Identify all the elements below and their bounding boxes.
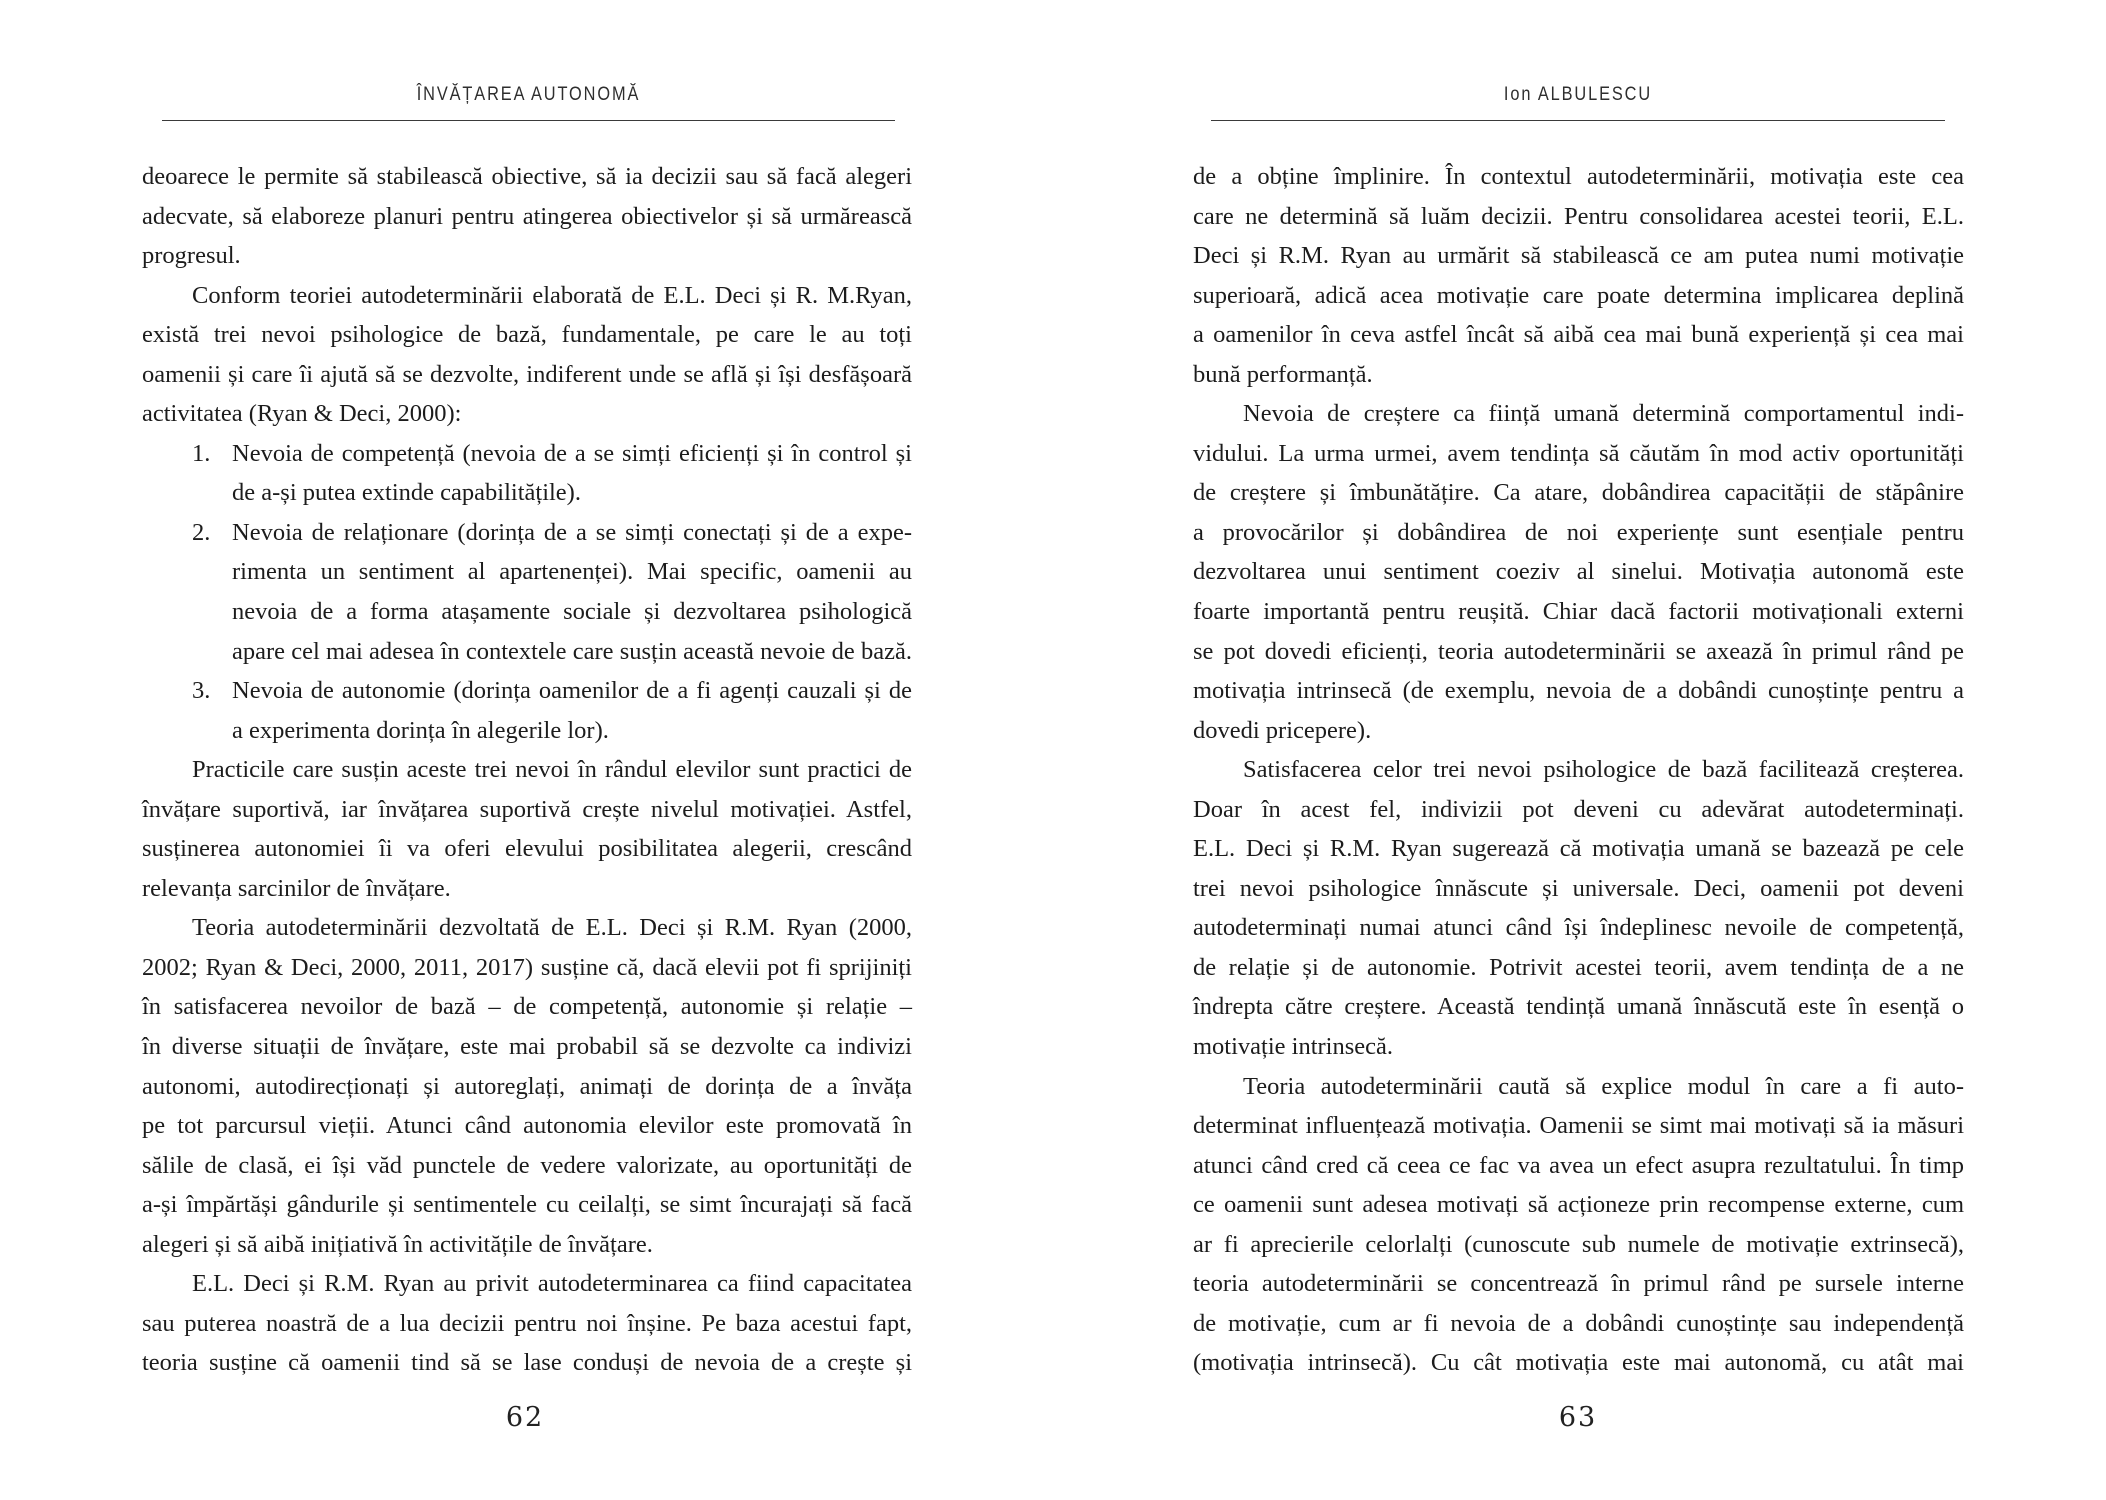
line-text: deoarece le permite să stabilească obiective, să ia decizii sau să facă alegeri: [142, 163, 912, 190]
line-text: (motivația intrinsecă). Cu cât motivația este mai autonomă, cu atât mai: [1193, 1349, 1964, 1377]
text-line: [142, 1027, 912, 1067]
line-text: E.L. Deci și R.M. Ryan au privit autodeterminarea ca fiind capacitatea: [192, 1270, 912, 1298]
line-text: Nevoia de competență (nevoia de a se simți eficienți și în control și: [232, 439, 912, 467]
line-text: teoria susține că oamenii tind să se lase conduși de nevoia de a crește și: [142, 1349, 912, 1377]
list-number: 1.: [192, 439, 211, 467]
line-text: Teoria autodeterminării caută să explice modul în care a fi auto-: [1243, 1072, 1964, 1100]
line-text: Practicile care susțin aceste trei nevoi în rândul elevilor sunt practici de: [192, 756, 912, 784]
text-line: [142, 1106, 912, 1146]
list-item-line: [142, 434, 912, 474]
text-line: [1193, 1185, 1964, 1225]
line-text: adecvate, să elaboreze planuri pentru atingerea obiectivelor și să urmărească: [142, 202, 912, 230]
text-line: [1193, 1304, 1964, 1344]
line-text: Deci și R.M. Ryan au urmărit să stabilească ce am putea numi motivație: [1193, 242, 1964, 270]
text-line: [142, 908, 912, 948]
line-text: învățare suportivă, iar învățarea suportivă crește nivelul motivației. Astfel,: [142, 795, 912, 823]
text-line: [1193, 790, 1964, 830]
text-line: [142, 394, 912, 434]
text-line: [142, 829, 912, 869]
text-line: [142, 790, 912, 830]
text-line: [1193, 513, 1964, 553]
text-line: [1193, 1067, 1964, 1107]
text-line: [1193, 276, 1964, 316]
list-item-line: [142, 592, 912, 632]
line-text: a experimenta dorința în alegerile lor).: [232, 716, 609, 744]
text-line: [142, 750, 912, 790]
line-text: relevanța sarcinilor de învățare.: [142, 874, 451, 902]
body-text: [1193, 157, 1964, 1383]
line-text: de a obține împlinire. În contextul autodeterminării, motivația este cea: [1193, 163, 1964, 190]
list-item-line: [142, 671, 912, 711]
header-rule: [162, 120, 895, 121]
line-text: se pot dovedi eficienți, teoria autodeterminării se axează în primul rând pe: [1193, 637, 1964, 665]
text-line: [1193, 157, 1964, 197]
text-line: [1193, 394, 1964, 434]
line-text: Doar în acest fel, indivizii pot deveni cu adevărat autodeterminați.: [1193, 795, 1964, 823]
list-item-line: [142, 632, 912, 672]
line-text: motivația intrinsecă (de exemplu, nevoia de a dobândi cunoștințe pentru a: [1193, 677, 1964, 705]
line-text: pe tot parcursul vieții. Atunci când autonomia elevilor este promovată în: [142, 1112, 912, 1140]
text-line: [142, 1225, 912, 1265]
line-text: ar fi aprecierile celorlalți (cunoscute sub numele de motivație extrinsecă),: [1193, 1230, 1964, 1258]
line-text: există trei nevoi psihologice de bază, fundamentale, pe care le au toți: [142, 321, 912, 349]
text-line: [1193, 671, 1964, 711]
line-text: superioară, adică acea motivație care poate determina implicarea deplină: [1193, 281, 1964, 309]
line-text: atunci când cred că ceea ce fac va avea un efect asupra rezultatului. În timp: [1193, 1151, 1964, 1179]
list-number: 2.: [192, 518, 211, 546]
text-line: [142, 157, 912, 197]
text-line: [142, 197, 912, 237]
line-text: determinat influențează motivația. Oamenii se simt mai motivați să ia măsuri: [1193, 1112, 1964, 1140]
text-line: [1193, 197, 1964, 237]
text-line: [1193, 632, 1964, 672]
line-text: Nevoia de creștere ca ființă umană determină comportamentul indi-: [1243, 400, 1964, 428]
right-page: [1053, 0, 2106, 1500]
line-text: sălile de clasă, ei își văd punctele de vedere valorizate, au oportunități de: [142, 1151, 912, 1179]
line-text: motivație intrinsecă.: [1193, 1033, 1394, 1061]
text-line: [142, 1185, 912, 1225]
line-text: activitatea (Ryan & Deci, 2000):: [142, 400, 462, 428]
text-line: [1193, 1106, 1964, 1146]
running-head-author: Ion ALBULESCU: [1503, 84, 1653, 105]
text-line: [1193, 473, 1964, 513]
line-text: apare cel mai adesea în contextele care susțin această nevoie de bază.: [232, 637, 912, 665]
list-item-line: [142, 473, 912, 513]
text-line: [142, 948, 912, 988]
line-text: autonomi, autodirecționați și autoreglați, animați de dorința de a învăța: [142, 1072, 912, 1100]
line-text: dezvoltarea unui sentiment coeziv al sinelui. Motivația autonomă este: [1193, 558, 1964, 586]
text-line: [142, 1146, 912, 1186]
line-text: în diverse situații de învățare, este mai probabil să se dezvolte ca indivizi: [142, 1033, 912, 1061]
line-text: nevoia de a forma atașamente sociale și dezvoltarea psihologică: [232, 598, 912, 626]
line-text: foarte importantă pentru reușită. Chiar dacă factorii motivaționali externi: [1193, 598, 1964, 626]
text-line: [1193, 1343, 1964, 1383]
text-line: [1193, 908, 1964, 948]
text-line: [142, 1343, 912, 1383]
text-line: [1193, 434, 1964, 474]
text-line: [142, 987, 912, 1027]
running-head-book-title: ÎNVĂȚAREA AUTONOMĂ: [416, 84, 641, 105]
text-line: [1193, 829, 1964, 869]
header-rule: [1211, 120, 1945, 121]
text-line: [1193, 869, 1964, 909]
line-text: trei nevoi psihologice înnăscute și universale. Deci, oamenii pot deveni: [1193, 874, 1964, 902]
line-text: ce oamenii sunt adesea motivați să acționeze prin recompense externe, cum: [1193, 1191, 1964, 1219]
text-line: [1193, 1146, 1964, 1186]
text-line: [142, 276, 912, 316]
line-text: E.L. Deci și R.M. Ryan sugerează că motivația umană se bazează pe cele: [1193, 835, 1964, 863]
text-line: [1193, 948, 1964, 988]
text-line: [1193, 315, 1964, 355]
text-line: [142, 236, 912, 276]
text-line: [1193, 236, 1964, 276]
text-line: [1193, 552, 1964, 592]
body-text: [142, 157, 912, 1383]
text-line: [142, 1304, 912, 1344]
text-line: [1193, 750, 1964, 790]
text-line: [1193, 355, 1964, 395]
line-text: teoria autodeterminării se concentrează în primul rând pe sursele interne: [1193, 1270, 1964, 1298]
line-text: de creștere și îmbunătățire. Ca atare, dobândirea capacității de stăpânire: [1193, 479, 1964, 507]
line-text: Satisfacerea celor trei nevoi psihologice de bază facilitează creșterea.: [1243, 756, 1964, 784]
line-text: vidului. La urma urmei, avem tendința să căutăm în mod activ oportunități: [1193, 439, 1964, 467]
line-text: sau puterea noastră de a lua decizii pentru noi înșine. Pe baza acestui fapt,: [142, 1309, 912, 1337]
text-line: [1193, 1027, 1964, 1067]
line-text: dovedi pricepere).: [1193, 716, 1372, 744]
line-text: bună performanță.: [1193, 360, 1373, 388]
line-text: care ne determină să luăm decizii. Pentru consolidarea acestei teorii, E.L.: [1193, 202, 1964, 230]
line-text: a oamenilor în ceva astfel încât să aibă cea mai bună experiență și cea mai: [1193, 321, 1964, 349]
text-line: [1193, 1264, 1964, 1304]
line-text: a provocărilor și dobândirea de noi experiențe sunt esențiale pentru: [1193, 518, 1964, 546]
text-line: [142, 1264, 912, 1304]
text-line: [142, 355, 912, 395]
line-text: 2002; Ryan & Deci, 2000, 2011, 2017) susține că, dacă elevii pot fi sprijiniți: [142, 953, 912, 981]
line-text: îndrepta către creștere. Această tendință umană înnăscută este în esență o: [1193, 993, 1964, 1021]
text-line: [142, 1067, 912, 1107]
text-line: [142, 315, 912, 355]
text-line: [1193, 1225, 1964, 1265]
line-text: a-și împărtăși gândurile și sentimentele cu ceilalți, se simt încurajați să facă: [142, 1191, 912, 1219]
line-text: susținerea autonomiei îi va oferi elevului posibilitatea alegerii, crescând: [142, 835, 912, 863]
line-text: progresul.: [142, 242, 241, 270]
line-text: Nevoia de relaționare (dorința de a se simți conectați și de a expe-: [232, 518, 912, 546]
line-text: autodeterminați numai atunci când își îndeplinesc nevoile de competență,: [1193, 914, 1964, 942]
list-item-line: [142, 513, 912, 553]
line-text: Conform teoriei autodeterminării elaborată de E.L. Deci și R. M.Ryan,: [192, 281, 912, 309]
page-number: 62: [505, 1402, 545, 1433]
line-text: de a-și putea extinde capabilitățile).: [232, 479, 581, 507]
line-text: Nevoia de autonomie (dorința oamenilor de a fi agenți cauzali și de: [232, 677, 912, 705]
text-line: [1193, 711, 1964, 751]
line-text: rimenta un sentiment al apartenenței). Mai specific, oamenii au: [232, 558, 912, 586]
text-line: [1193, 592, 1964, 632]
line-text: de relație și de autonomie. Potrivit acestei teorii, avem tendința de a ne: [1193, 953, 1964, 981]
list-number: 3.: [192, 677, 211, 705]
line-text: oamenii și care îi ajută să se dezvolte, indiferent unde se află și își desfășoară: [142, 360, 912, 388]
text-line: [1193, 987, 1964, 1027]
text-line: [142, 869, 912, 909]
line-text: în satisfacerea nevoilor de bază – de competență, autonomie și relație –: [142, 993, 912, 1021]
line-text: alegeri și să aibă inițiativă în activitățile de învățare.: [142, 1230, 653, 1258]
page-number: 63: [1558, 1402, 1598, 1433]
line-text: de motivație, cum ar fi nevoia de a dobândi cunoștințe sau independență: [1193, 1309, 1964, 1337]
list-item-line: [142, 711, 912, 751]
list-item-line: [142, 552, 912, 592]
line-text: Teoria autodeterminării dezvoltată de E.L. Deci și R.M. Ryan (2000,: [192, 914, 912, 942]
